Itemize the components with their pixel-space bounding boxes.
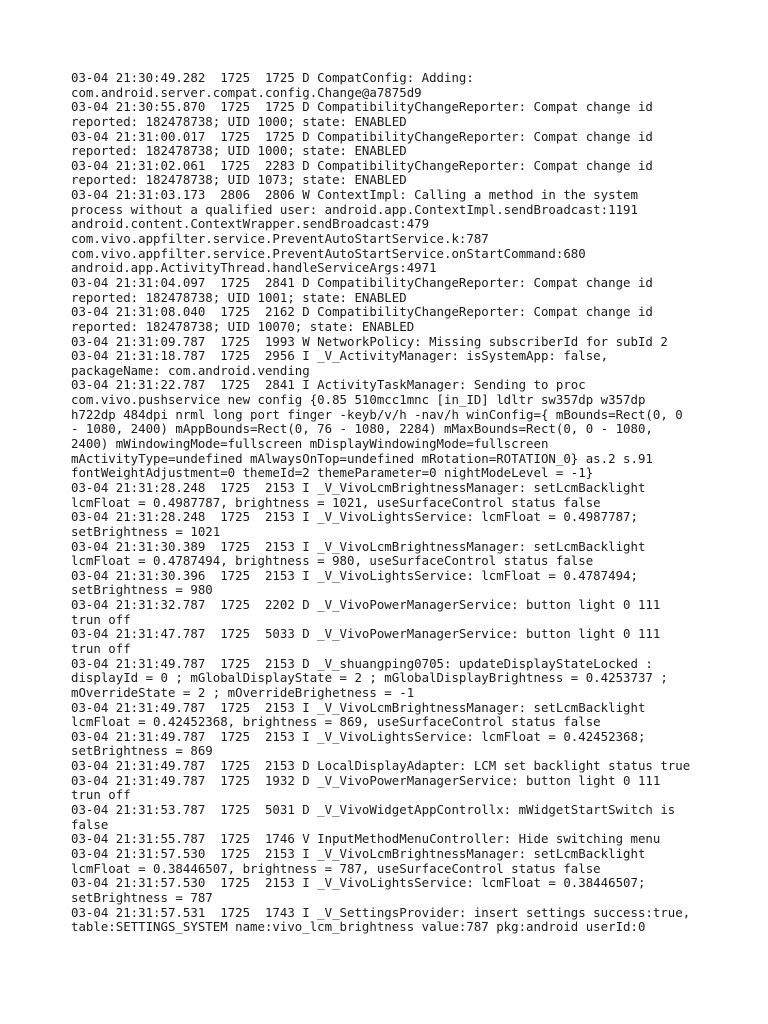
- log-line: 03-04 21:31:00.017 1725 1725 D CompatibilityChangeReporter: Compat change id: [71, 128, 653, 144]
- log-line: displayId = 0 ; mGlobalDisplayState = 2 ; mGlobalDisplayBrightness = 0.4253737 ;: [71, 670, 668, 686]
- log-line: 03-04 21:31:49.787 1725 2153 D _V_shuangping0705: updateDisplayStateLocked :: [71, 655, 653, 671]
- log-line: trun off: [71, 787, 131, 803]
- log-line: table:SETTINGS_SYSTEM name:vivo_lcm_brightness value:787 pkg:android userId:0: [71, 919, 646, 935]
- log-line: reported: 182478738; UID 1073; state: ENABLED: [71, 172, 407, 188]
- log-line: 03-04 21:31:32.787 1725 2202 D _V_VivoPowerManagerService: button light 0 111: [71, 597, 661, 613]
- log-line: - 1080, 2400) mAppBounds=Rect(0, 76 - 1080, 2284) mMaxBounds=Rect(0, 0 - 1080,: [71, 421, 653, 437]
- log-line: lcmFloat = 0.38446507, brightness = 787, useSurfaceControl status false: [71, 860, 601, 876]
- log-line: packageName: com.android.vending: [71, 362, 310, 378]
- log-line: 03-04 21:31:08.040 1725 2162 D CompatibilityChangeReporter: Compat change id: [71, 304, 653, 320]
- log-line: android.content.ContextWrapper.sendBroadcast:479: [71, 216, 430, 232]
- log-line: h722dp 484dpi nrml long port finger -keyb/v/h -nav/h winConfig={ mBounds=Rect(0, 0: [71, 406, 683, 422]
- log-line: 03-04 21:31:03.173 2806 2806 W ContextImpl: Calling a method in the system: [71, 187, 638, 203]
- log-line: process without a qualified user: android.app.ContextImpl.sendBroadcast:1191: [71, 201, 638, 217]
- log-line: 2400) mWindowingMode=fullscreen mDisplayWindowingMode=fullscreen: [71, 436, 549, 452]
- log-line: setBrightness = 980: [71, 582, 213, 598]
- log-line: com.vivo.pushservice new config {0.85 510mcc1mnc [in_ID] ldltr sw357dp w357dp: [71, 392, 646, 408]
- log-line: 03-04 21:31:47.787 1725 5033 D _V_VivoPowerManagerService: button light 0 111: [71, 626, 661, 642]
- log-line: 03-04 21:31:49.787 1725 2153 D LocalDisplayAdapter: LCM set backlight status true: [71, 758, 691, 774]
- log-line: 03-04 21:31:02.061 1725 2283 D CompatibilityChangeReporter: Compat change id: [71, 157, 653, 173]
- log-line: 03-04 21:31:49.787 1725 2153 I _V_VivoLightsService: lcmFloat = 0.42452368;: [71, 728, 646, 744]
- log-line: setBrightness = 787: [71, 889, 213, 905]
- log-line: false: [71, 816, 109, 832]
- log-line: com.android.server.compat.config.Change@a7875d9: [71, 84, 422, 100]
- log-line: 03-04 21:31:49.787 1725 1932 D _V_VivoPowerManagerService: button light 0 111: [71, 772, 661, 788]
- log-line: 03-04 21:31:28.248 1725 2153 I _V_VivoLightsService: lcmFloat = 0.4987787;: [71, 509, 638, 525]
- log-line: 03-04 21:31:04.097 1725 2841 D CompatibilityChangeReporter: Compat change id: [71, 274, 653, 290]
- log-line: 03-04 21:31:57.530 1725 2153 I _V_VivoLcmBrightnessManager: setLcmBacklight: [71, 845, 646, 861]
- log-line: trun off: [71, 640, 131, 656]
- log-line: 03-04 21:30:55.870 1725 1725 D CompatibilityChangeReporter: Compat change id: [71, 99, 653, 115]
- log-line: com.vivo.appfilter.service.PreventAutoStartService.k:787: [71, 231, 489, 247]
- log-document: [71, 71, 711, 935]
- log-line: 03-04 21:31:30.396 1725 2153 I _V_VivoLightsService: lcmFloat = 0.4787494;: [71, 567, 638, 583]
- log-line: com.vivo.appfilter.service.PreventAutoStartService.onStartCommand:680: [71, 245, 586, 261]
- log-line: android.app.ActivityThread.handleServiceArgs:4971: [71, 260, 437, 276]
- log-line: 03-04 21:31:57.531 1725 1743 I _V_SettingsProvider: insert settings success:true,: [71, 904, 691, 920]
- log-line: lcmFloat = 0.42452368, brightness = 869, useSurfaceControl status false: [71, 714, 601, 730]
- log-line: 03-04 21:31:18.787 1725 2956 I _V_ActivityManager: isSystemApp: false,: [71, 348, 609, 364]
- log-line: 03-04 21:31:57.530 1725 2153 I _V_VivoLightsService: lcmFloat = 0.38446507;: [71, 875, 646, 891]
- log-line: 03-04 21:30:49.282 1725 1725 D CompatConfig: Adding:: [71, 70, 474, 85]
- log-line: 03-04 21:31:55.787 1725 1746 V InputMethodMenuController: Hide switching menu: [71, 831, 661, 847]
- log-line: mOverrideState = 2 ; mOverrideBrighetness = -1: [71, 684, 415, 700]
- log-line: lcmFloat = 0.4787494, brightness = 980, useSurfaceControl status false: [71, 553, 594, 569]
- log-line: 03-04 21:31:53.787 1725 5031 D _V_VivoWidgetAppControllx: mWidgetStartSwitch is: [71, 802, 676, 818]
- log-line: 03-04 21:31:22.787 1725 2841 I ActivityTaskManager: Sending to proc: [71, 377, 586, 393]
- log-line: mActivityType=undefined mAlwaysOnTop=undefined mRotation=ROTATION_0} as.2 s.91: [71, 450, 653, 466]
- log-line: reported: 182478738; UID 1001; state: ENABLED: [71, 289, 407, 305]
- log-line: reported: 182478738; UID 1000; state: ENABLED: [71, 113, 407, 129]
- log-line: setBrightness = 1021: [71, 523, 221, 539]
- log-line: 03-04 21:31:09.787 1725 1993 W NetworkPolicy: Missing subscriberId for subId 2: [71, 333, 668, 349]
- log-line: 03-04 21:31:49.787 1725 2153 I _V_VivoLcmBrightnessManager: setLcmBacklight: [71, 699, 646, 715]
- log-line: 03-04 21:31:28.248 1725 2153 I _V_VivoLcmBrightnessManager: setLcmBacklight: [71, 479, 646, 495]
- log-line: fontWeightAdjustment=0 themeId=2 themeParameter=0 nightModeLevel = -1}: [71, 465, 594, 481]
- log-line: setBrightness = 869: [71, 743, 213, 759]
- log-line: 03-04 21:31:30.389 1725 2153 I _V_VivoLcmBrightnessManager: setLcmBacklight: [71, 538, 646, 554]
- log-line: reported: 182478738; UID 10070; state: ENABLED: [71, 318, 415, 334]
- log-line: lcmFloat = 0.4987787, brightness = 1021, useSurfaceControl status false: [71, 494, 601, 510]
- log-line: reported: 182478738; UID 1000; state: ENABLED: [71, 143, 407, 159]
- log-line: trun off: [71, 611, 131, 627]
